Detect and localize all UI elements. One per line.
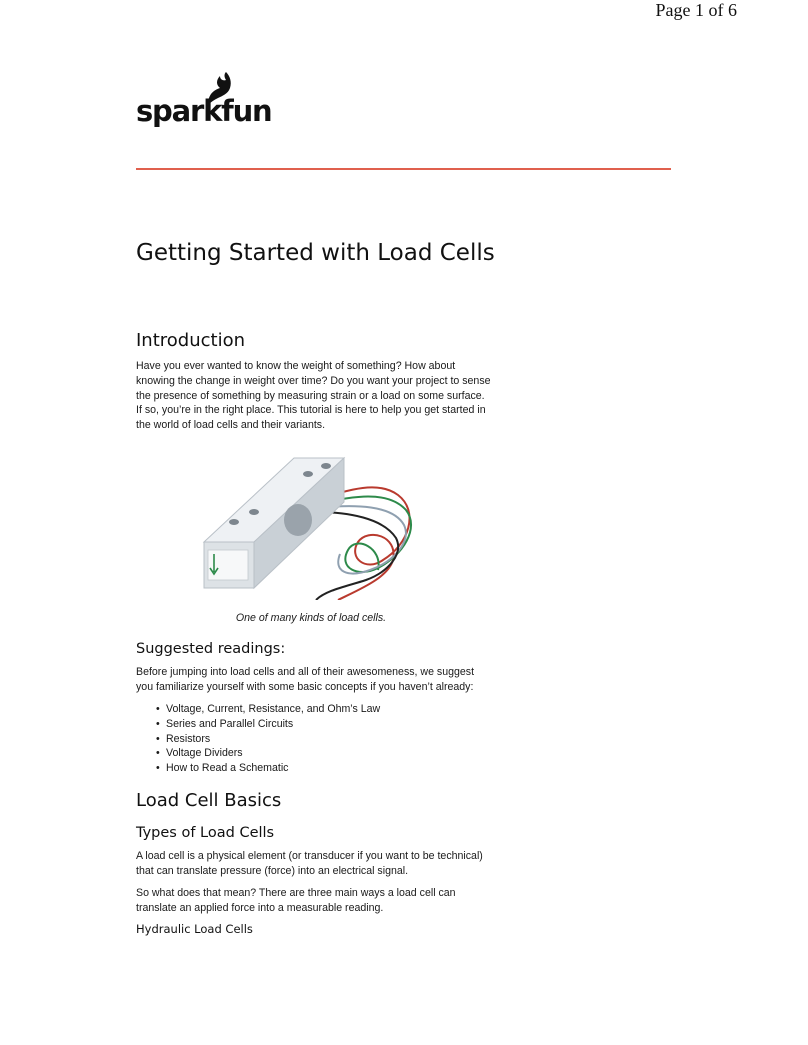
suggested-readings-heading: Suggested readings: [136, 641, 286, 657]
reading-link-label: Resistors [166, 732, 211, 745]
bullet: • [156, 717, 160, 730]
reading-link-label: Series and Parallel Circuits [166, 717, 294, 730]
bullet: • [156, 762, 160, 775]
header-divider [136, 168, 671, 170]
reading-link-series-parallel[interactable] [136, 717, 380, 732]
reading-link-label: How to Read a Schematic [166, 762, 289, 775]
text-line: Have you ever wanted to know the weight of something? How about [136, 360, 456, 372]
reading-link-label: Voltage Dividers [166, 747, 243, 760]
load-cell-ways-paragraph [136, 886, 496, 916]
bullet: • [156, 732, 160, 745]
suggested-readings-paragraph [136, 665, 496, 695]
introduction-paragraph [136, 359, 496, 433]
introduction-heading: Introduction [136, 330, 246, 351]
page-title: Getting Started with Load Cells [136, 240, 495, 266]
text-line: you familiarize yourself with some basic concepts if you haven’t already: [136, 680, 474, 693]
load-cell-basics-heading: Load Cell Basics [136, 790, 282, 811]
load-cell-definition-paragraph [136, 849, 496, 879]
logo-wordmark: sparkfun [136, 94, 272, 128]
text-line: translate an applied force into a measurable reading. [136, 901, 384, 914]
reading-link-voltage-dividers[interactable] [136, 746, 380, 761]
text-line: the presence of something by measuring strain or a load on some surface. [136, 389, 485, 402]
page-indicator: Page 1 of 6 [655, 0, 737, 20]
reading-link-label: Voltage, Current, Resistance, and Ohm’s Law [166, 703, 381, 715]
bullet: • [156, 703, 160, 715]
types-of-load-cells-heading: Types of Load Cells [136, 825, 275, 841]
text-line: A load cell is a physical element (or transducer if you want to be technical) [136, 850, 483, 862]
image-caption: One of many kinds of load cells. [235, 612, 387, 624]
reading-link-resistors[interactable] [136, 732, 380, 747]
text-line: So what does that mean? There are three main ways a load cell can [136, 887, 456, 899]
load-cell-photo [198, 450, 428, 600]
sparkfun-logo [136, 72, 272, 134]
text-line: the world of load cells and their variants. [136, 419, 326, 432]
text-line: knowing the change in weight over time? Do you want your project to sense [136, 374, 491, 387]
bullet: • [156, 747, 160, 760]
reading-link-ohms-law[interactable] [136, 702, 380, 717]
hydraulic-load-cells-heading: Hydraulic Load Cells [136, 922, 253, 936]
text-line: Before jumping into load cells and all of their awesomeness, we suggest [136, 666, 475, 678]
suggested-readings-list [136, 702, 380, 776]
reading-link-schematic[interactable] [136, 761, 380, 776]
text-line: If so, you’re in the right place. This tutorial is here to help you get started in [136, 404, 486, 417]
text-line: that can translate pressure (force) into an electrical signal. [136, 864, 409, 877]
